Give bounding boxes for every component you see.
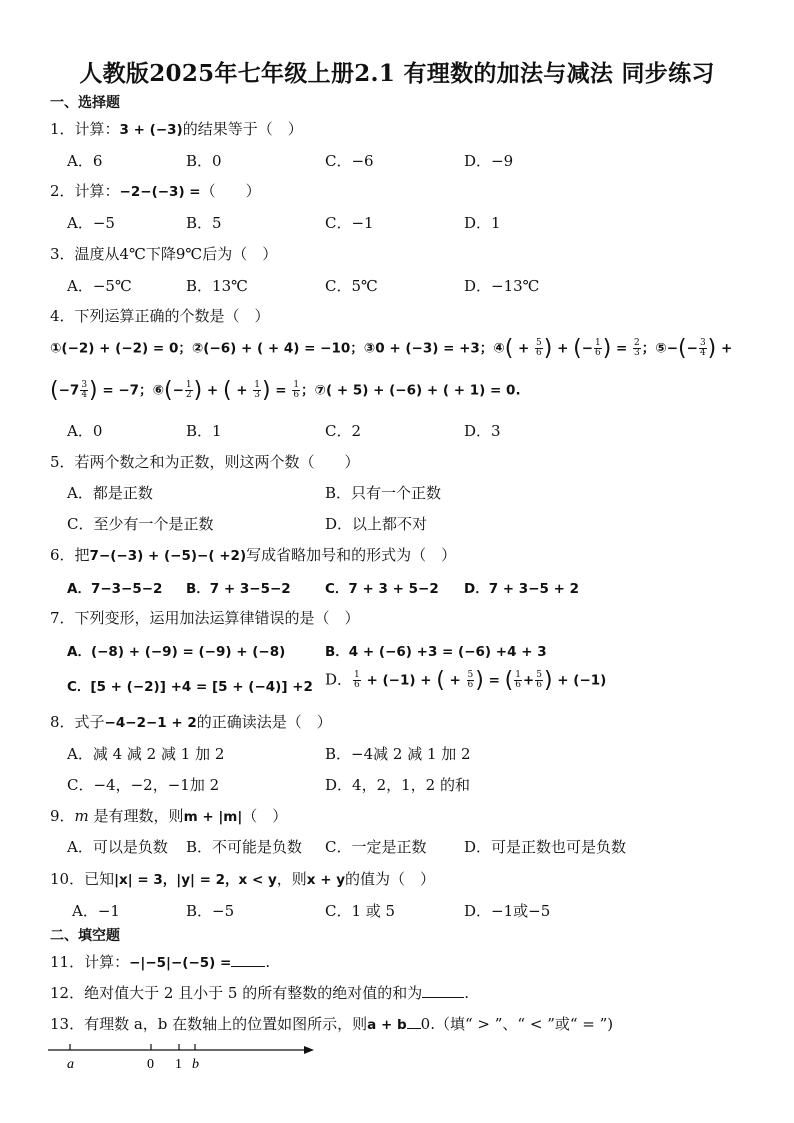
q2-option-d[interactable]: D．1	[464, 214, 501, 232]
q4-option-b[interactable]: B．1	[186, 422, 222, 440]
question-6: 6．把7−(−3) + (−5)−( +2)写成省略加号和的形式为（ ）	[50, 546, 457, 564]
q10-option-b[interactable]: B．−5	[186, 902, 235, 920]
q1-option-c[interactable]: C．−6	[325, 152, 374, 170]
question-5: 5．若两个数之和为正数，则这两个数（ ）	[50, 453, 360, 471]
question-8: 8．式子−4−2−1 + 2的正确读法是（ ）	[50, 713, 332, 731]
q11-answer-blank[interactable]	[231, 954, 265, 967]
q2-option-c[interactable]: C．−1	[325, 214, 374, 232]
q5-option-a[interactable]: A．都是正数	[67, 484, 153, 502]
q9-option-a[interactable]: A．可以是负数	[67, 838, 168, 856]
q1-option-a[interactable]: A．6	[67, 152, 103, 170]
label-1: 1	[175, 1057, 182, 1072]
q10-option-c[interactable]: C．1 或 5	[325, 902, 396, 920]
question-3: 3．温度从4℃下降9℃后为（ ）	[50, 245, 278, 263]
q5-option-c[interactable]: C．至少有一个是正数	[67, 515, 214, 533]
q9-option-d[interactable]: D．可是正数也可是负数	[464, 838, 627, 856]
section-fill: 二、填空题	[50, 928, 120, 944]
q5-option-d[interactable]: D．以上都不对	[325, 515, 428, 533]
q8-option-b[interactable]: B．−4减 2 减 1 加 2	[325, 745, 471, 763]
q8-option-c[interactable]: C．−4，−2，−1加 2	[67, 776, 220, 794]
q9-option-b[interactable]: B．不可能是负数	[186, 838, 303, 856]
label-0: 0	[147, 1057, 154, 1072]
q10-option-d[interactable]: D．−1或−5	[464, 902, 551, 920]
question-12: 12．绝对值大于 2 且小于 5 的所有整数的绝对值的和为 .	[50, 984, 470, 1002]
question-2: 2．计算：−2−(−3) =（ ）	[50, 182, 261, 200]
question-10: 10．已知|x| = 3，|y| = 2，x < y，则x + y的值为（ ）	[50, 870, 436, 888]
q6-option-a[interactable]: A．7−3−5−2	[67, 581, 163, 597]
q7-option-b[interactable]: B．4 + (−6) +3 = (−6) +4 + 3	[325, 644, 547, 660]
q3-option-b[interactable]: B．13℃	[186, 277, 248, 295]
q8-option-d[interactable]: D．4，2，1，2 的和	[325, 776, 470, 794]
q6-option-b[interactable]: B．7 + 3−5−2	[186, 581, 291, 597]
section-choice: 一、选择题	[50, 95, 120, 111]
number-line	[40, 1038, 330, 1078]
q7-option-c[interactable]: C．[5 + (−2)] +4 = [5 + (−4)] +2	[67, 679, 313, 695]
q4-statements-line1: ①(−2) + (−2) = 0；②(−6) + ( + 4) = −10；③0 + (−3) = +3；④( + $\frac{5}{6}$ ) + (− $\frac{1}{6}$ ) = $\frac{2}{3}$ ；⑤−(− $\frac{3}{4}$ ) +	[50, 336, 733, 361]
q2-option-b[interactable]: B．5	[186, 214, 222, 232]
q5-option-b[interactable]: B．只有一个正数	[325, 484, 442, 502]
q3-option-d[interactable]: D．−13℃	[464, 277, 540, 295]
question-7: 7．下列变形，运用加法运算律错误的是（ ）	[50, 609, 360, 627]
q2-option-a[interactable]: A．−5	[67, 214, 115, 232]
q4-option-a[interactable]: A．0	[67, 422, 103, 440]
question-13: 13．有理数 a，b 在数轴上的位置如图所示，则a + b 0.（填“ > ”、“ < ”或“ = ”)	[50, 1015, 614, 1033]
label-b: b	[192, 1057, 199, 1072]
q3-option-a[interactable]: A．−5℃	[67, 277, 132, 295]
label-a: a	[67, 1057, 74, 1072]
page-title: 人教版2025年七年级上册2.1 有理数的加法与减法 同步练习	[79, 60, 715, 87]
q3-option-c[interactable]: C．5℃	[325, 277, 378, 295]
q1-option-d[interactable]: D．−9	[464, 152, 514, 170]
question-1: 1．计算：3 + (−3)的结果等于（ ）	[50, 120, 303, 138]
q4-option-c[interactable]: C．2	[325, 422, 362, 440]
question-9: 9．m 是有理数，则m + |m|（ ）	[50, 807, 288, 825]
q7-option-d[interactable]: D． $\frac{1}{6}$ + (−1) + ( + $\frac{5}{6}$ ) = ( $\frac{1}{6}$ + $\frac{5}{6}$ ) + (−1)	[325, 668, 607, 693]
q10-option-a[interactable]: A．−1	[72, 902, 120, 920]
q4-statements-line2: (−7 $\frac{3}{4}$ ) = −7；⑥(− $\frac{1}{2}$ ) + ( + $\frac{1}{3}$ ) = $\frac{1}{6}$ ；⑦( + 5) + (−6) + ( + 1) = 0.	[50, 378, 521, 403]
q6-option-d[interactable]: D．7 + 3−5 + 2	[464, 581, 580, 597]
q13-answer-blank[interactable]	[407, 1016, 421, 1029]
question-11: 11．计算：−|−5|−(−5) = .	[50, 953, 271, 971]
q1-option-b[interactable]: B．0	[186, 152, 222, 170]
q9-option-c[interactable]: C．一定是正数	[325, 838, 427, 856]
question-4: 4．下列运算正确的个数是（ ）	[50, 307, 270, 325]
q6-option-c[interactable]: C．7 + 3 + 5−2	[325, 581, 439, 597]
q7-option-a[interactable]: A．(−8) + (−9) = (−9) + (−8)	[67, 644, 286, 660]
q8-option-a[interactable]: A．减 4 减 2 减 1 加 2	[67, 745, 225, 763]
q4-option-d[interactable]: D．3	[464, 422, 501, 440]
q12-answer-blank[interactable]	[422, 985, 464, 998]
